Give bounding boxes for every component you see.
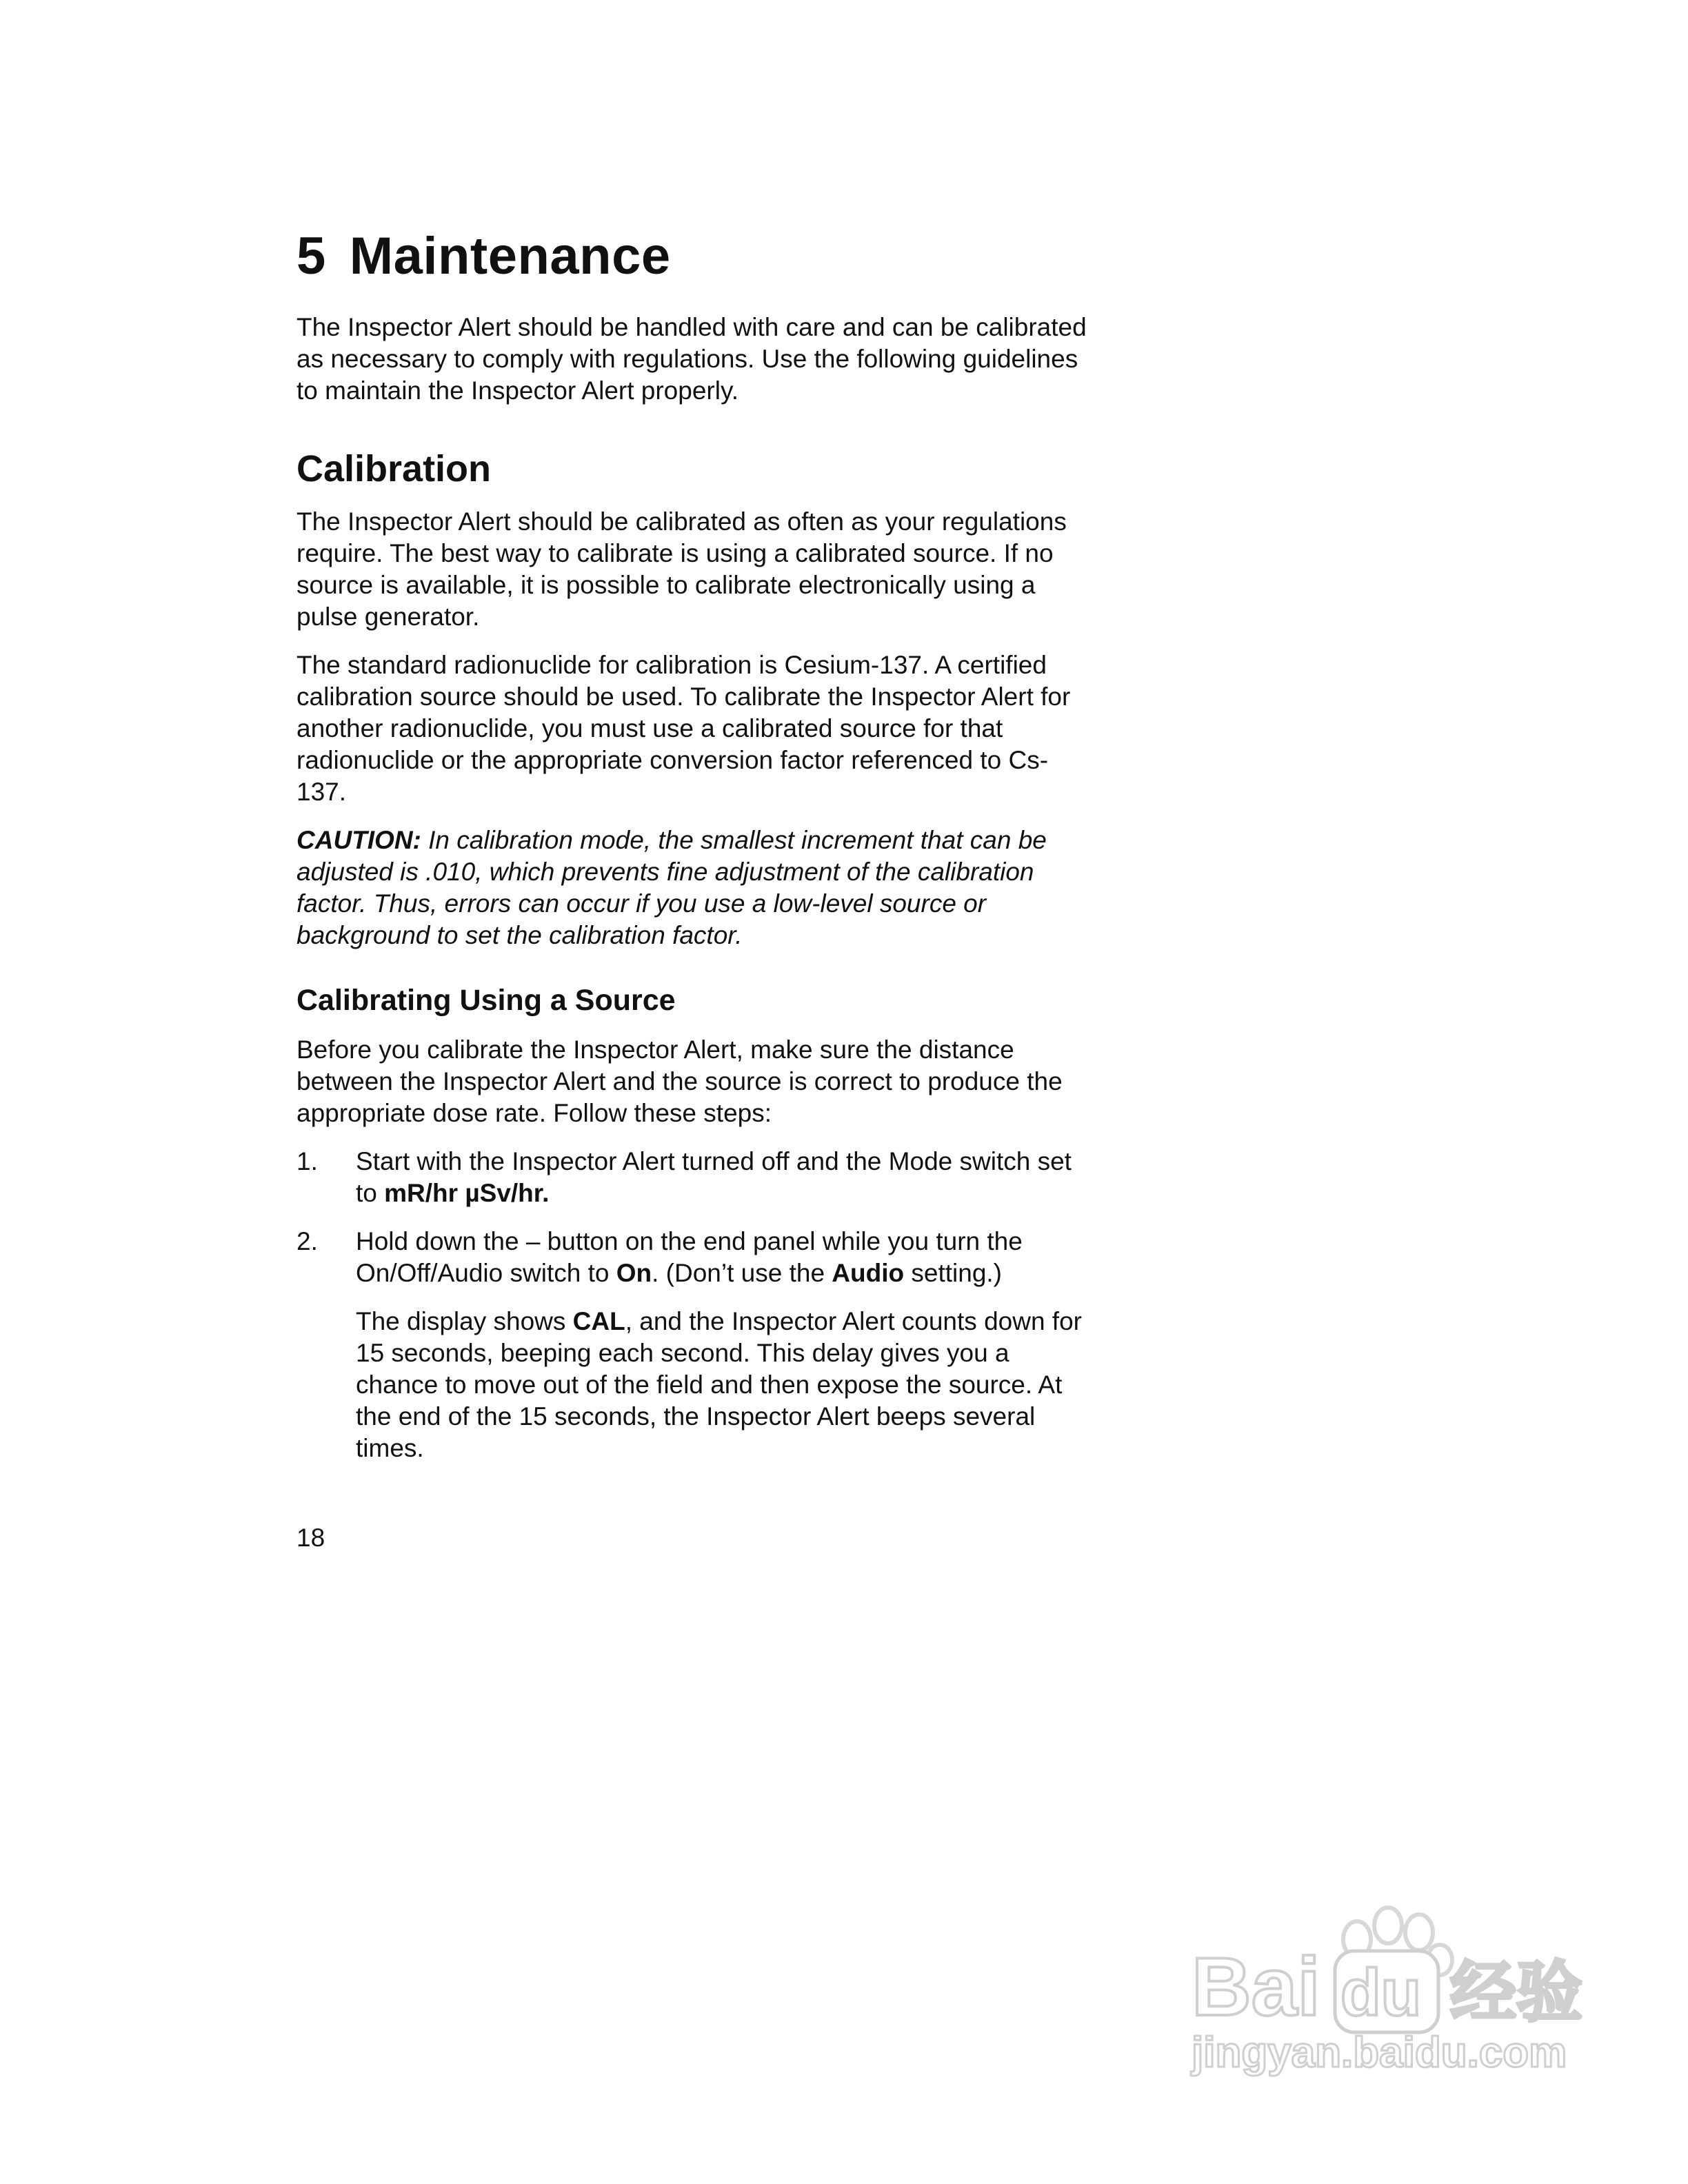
followup-bold: CAL — [572, 1306, 625, 1335]
chapter-intro: The Inspector Alert should be handled with care and can be calibrated as necessary to comply with regulations. Use the following guidelines to maintain the Inspector Alert properly. — [297, 312, 1087, 405]
watermark-url: jingyan.baidu.com — [1192, 2029, 1567, 2076]
chapter-title-text: Maintenance — [349, 227, 671, 285]
watermark-brand: Bai — [1192, 1941, 1320, 2033]
calibration-heading: Calibration — [297, 447, 492, 489]
step-text: . (Don’t use the — [652, 1258, 832, 1287]
page-number: 18 — [297, 1524, 325, 1552]
watermark-du: du — [1340, 1956, 1422, 2030]
followup-text: , and the Inspector Alert counts down for 15 seconds, beeping each second. This delay gives you a chance to move out of the field and then expose the source. At the end of the 15 seconds, the Inspector Alert beeps several times. — [356, 1306, 1082, 1462]
step-followup — [297, 1306, 1089, 1464]
step-number: 2. — [297, 1226, 318, 1255]
step-bold: Audio — [832, 1258, 905, 1287]
step-text: Start with the Inspector Alert turned off and the Mode switch set to — [356, 1146, 1072, 1207]
source-heading: Calibrating Using a Source — [297, 984, 676, 1018]
list-item — [297, 1226, 1089, 1289]
list-item — [297, 1146, 1089, 1209]
watermark-cn: 经验 — [1450, 1954, 1582, 2031]
step-number: 1. — [297, 1146, 318, 1175]
step-text: Hold down the – button on the end panel while you turn the On/Off/Audio switch to — [356, 1226, 1023, 1287]
document-page — [297, 228, 1089, 1481]
calibration-paragraph-1: The Inspector Alert should be calibrated as often as your regulations require. The best way to calibrate is using a calibrated source. If no source is available, it is possible to calibrate electronically using a pulse generator. — [297, 507, 1067, 631]
chapter-title — [297, 228, 1089, 285]
caution-label: CAUTION: — [297, 826, 421, 855]
calibration-paragraph-2: The standard radionuclide for calibration is Cesium-137. A certified calibration source should be used. To calibrate the Inspector Alert for another radionuclide, you must use a calibrated source for that radionuclide or the appropriate conversion factor referenced to Cs-137. — [297, 651, 1071, 807]
chapter-number: 5 — [297, 227, 326, 285]
step-bold: On — [616, 1258, 652, 1287]
followup-text: The display shows — [356, 1306, 573, 1335]
source-intro: Before you calibrate the Inspector Alert, make sure the distance between the Inspector Alert and the source is correct to produce the appropriate dose rate. Follow these steps: — [297, 1035, 1063, 1127]
caution-text: In calibration mode, the smallest increment that can be adjusted is .010, which prevents fine adjustment of the calibration factor. Thus, errors can occur if you use a low-level source or background to set the calibration factor. — [297, 826, 1047, 950]
steps-list — [297, 1146, 1089, 1289]
step-bold: mR/hr µSv/hr. — [384, 1178, 550, 1207]
caution-note — [297, 825, 1089, 951]
step-text: setting.) — [904, 1258, 1003, 1287]
baidu-watermark — [1171, 1874, 1585, 2081]
